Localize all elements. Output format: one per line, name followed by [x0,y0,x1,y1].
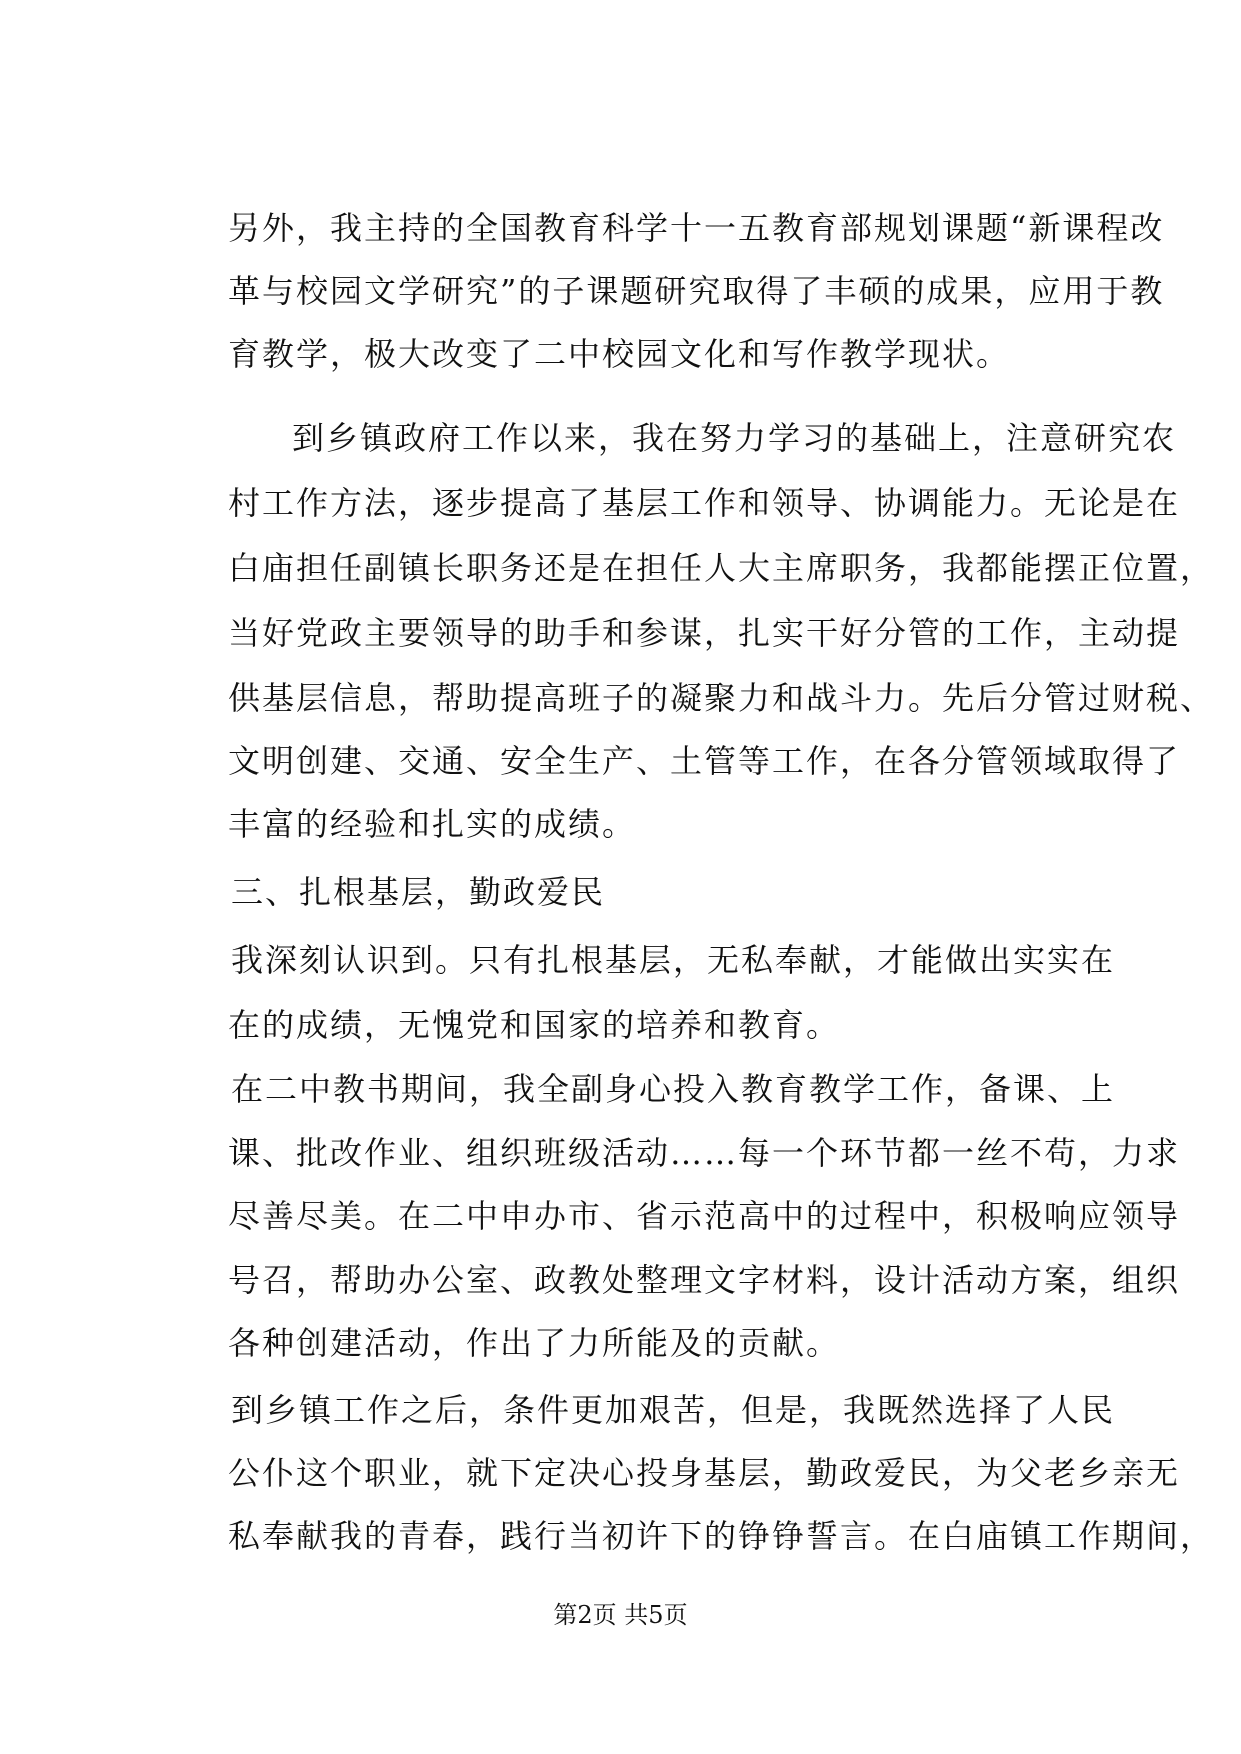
text-line: 丰富的经验和扎实的成绩。 [228,805,637,843]
text-line: 号召，帮助办公室、政教处整理文字材料，设计活动方案，组织 [228,1261,1181,1299]
text-line: 在的成绩，无愧党和国家的培养和教育。 [228,1006,841,1044]
page-footer: 第2页 共5页 [553,1601,688,1629]
text-line: 白庙担任副镇长职务还是在担任人大主席职务，我都能摆正位置， [228,549,1215,587]
text-line: 当好党政主要领导的助手和参谋，扎实干好分管的工作，主动提 [228,614,1181,652]
text-line: 尽善尽美。在二中申办市、省示范高中的过程中，积极响应领导 [228,1197,1181,1235]
text-line: 文明创建、交通、安全生产、土管等工作，在各分管领域取得了 [228,742,1181,780]
paragraph-first-line: 到乡镇工作之后，条件更加艰苦，但是，我既然选择了人民 [231,1391,1116,1429]
text-line: 各种创建活动，作出了力所能及的贡献。 [228,1324,841,1362]
text-line: 村工作方法，逐步提高了基层工作和领导、协调能力。无论是在 [228,484,1181,522]
text-line: 课、批改作业、组织班级活动……每一个环节都一丝不苟，力求 [228,1134,1181,1172]
text-line: 公仆这个职业，就下定决心投身基层，勤政爱民，为父老乡亲无 [228,1454,1181,1492]
section-heading: 三、扎根基层，勤政爱民 [231,873,606,911]
text-line: 另外，我主持的全国教育科学十一五教育部规划课题“新课程改 [228,209,1165,247]
text-line: 育教学，极大改变了二中校园文化和写作教学现状。 [228,335,1011,373]
text-line: 革与校园文学研究”的子课题研究取得了丰硕的成果，应用于教 [228,272,1165,310]
text-line: 私奉献我的青春，践行当初许下的铮铮誓言。在白庙镇工作期间， [228,1517,1215,1555]
paragraph-first-line: 我深刻认识到。只有扎根基层，无私奉献，才能做出实实在 [231,941,1116,979]
paragraph-first-line: 在二中教书期间，我全副身心投入教育教学工作，备课、上 [231,1070,1116,1108]
text-line: 供基层信息，帮助提高班子的凝聚力和战斗力。先后分管过财税、 [228,679,1215,717]
paragraph-first-line: 到乡镇政府工作以来，我在努力学习的基础上，注意研究农 [292,419,1177,457]
